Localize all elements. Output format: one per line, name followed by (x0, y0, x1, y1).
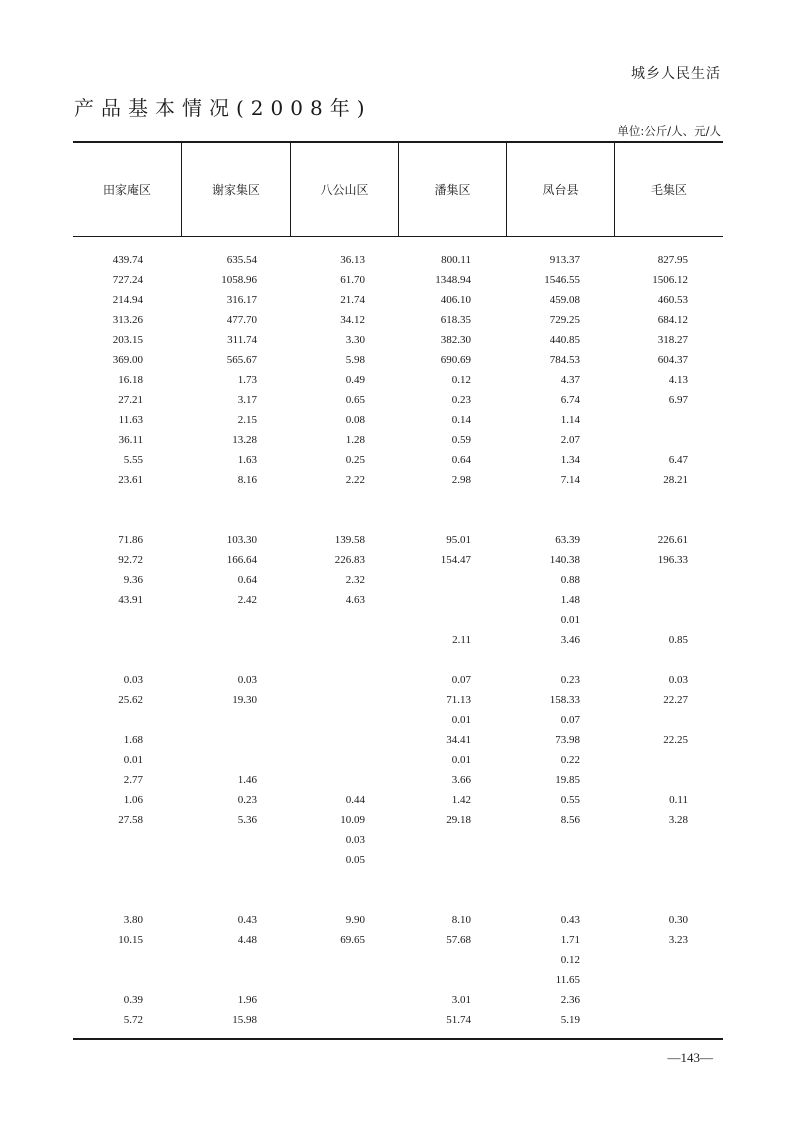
table-cell: 618.35 (440, 314, 471, 326)
table-cell: 43.91 (118, 594, 143, 606)
table-row (0, 750, 793, 770)
table-cell: 57.68 (446, 934, 471, 946)
table-cell: 0.12 (451, 374, 471, 386)
table-cell: 0.43 (560, 914, 580, 926)
table-row (0, 510, 793, 530)
table-cell: 21.74 (340, 294, 365, 306)
table-row (0, 810, 793, 830)
table-cell: 1.48 (560, 594, 580, 606)
table-row (0, 710, 793, 730)
table-row (0, 390, 793, 410)
table-cell: 2.77 (123, 774, 143, 786)
table-cell: 69.65 (340, 934, 365, 946)
table-row (0, 250, 793, 270)
table-row (0, 590, 793, 610)
table-cell: 10.15 (118, 934, 143, 946)
table-row (0, 1010, 793, 1030)
page-number: —143— (667, 1050, 713, 1065)
table-cell: 9.90 (345, 914, 365, 926)
table-cell: 439.74 (112, 254, 143, 266)
table-row (0, 930, 793, 950)
unit-label: 单位:公斤/人、元/人 (617, 124, 721, 138)
table-cell: 6.74 (560, 394, 580, 406)
table-cell: 140.38 (549, 554, 580, 566)
table-cell: 4.48 (237, 934, 257, 946)
table-cell: 4.13 (668, 374, 688, 386)
table-cell: 784.53 (549, 354, 580, 366)
table-cell: 1506.12 (652, 274, 688, 286)
table-cell: 0.85 (668, 634, 688, 646)
table-row (0, 950, 793, 970)
table-cell: 0.01 (123, 754, 143, 766)
table-cell: 1.96 (237, 994, 257, 1006)
table-cell: 0.55 (560, 794, 580, 806)
table-row (0, 570, 793, 590)
table-row (0, 870, 793, 890)
table-row (0, 790, 793, 810)
table-cell: 0.01 (451, 714, 471, 726)
table-cell: 2.36 (560, 994, 580, 1006)
table-cell: 440.85 (549, 334, 580, 346)
table-cell: 0.49 (345, 374, 365, 386)
table-cell: 0.03 (237, 674, 257, 686)
table-row (0, 730, 793, 750)
table-cell: 3.17 (237, 394, 257, 406)
table-cell: 203.15 (112, 334, 143, 346)
table-cell: 1546.55 (544, 274, 580, 286)
table-cell: 1.34 (560, 454, 580, 466)
table-cell: 1.71 (560, 934, 580, 946)
table-cell: 2.15 (237, 414, 257, 426)
table-cell: 11.63 (118, 414, 143, 426)
table-row (0, 670, 793, 690)
table-cell: 727.24 (112, 274, 143, 286)
table-cell: 0.12 (560, 954, 580, 966)
table-row (0, 430, 793, 450)
table-cell: 8.10 (451, 914, 471, 926)
table-cell: 1.14 (560, 414, 580, 426)
table-cell: 92.72 (118, 554, 143, 566)
table-cell: 19.85 (555, 774, 580, 786)
column-header-xiejiaji: 谢家集区 (211, 182, 260, 197)
table-cell: 0.25 (345, 454, 365, 466)
table-cell: 0.39 (123, 994, 143, 1006)
table-cell: 13.28 (232, 434, 257, 446)
table-row (0, 890, 793, 910)
table-cell: 3.30 (345, 334, 365, 346)
table-cell: 1.28 (345, 434, 365, 446)
table-cell: 3.01 (451, 994, 471, 1006)
table-cell: 1348.94 (435, 274, 471, 286)
table-bottom-rule (73, 1038, 723, 1040)
table-cell: 139.58 (334, 534, 365, 546)
table-cell: 3.46 (560, 634, 580, 646)
table-cell: 103.30 (226, 534, 257, 546)
table-cell: 2.11 (452, 634, 471, 646)
table-cell: 5.19 (560, 1014, 580, 1026)
table-cell: 477.70 (226, 314, 257, 326)
table-row (0, 910, 793, 930)
table-cell: 827.95 (657, 254, 688, 266)
table-cell: 684.12 (657, 314, 688, 326)
table-row (0, 350, 793, 370)
table-cell: 11.65 (555, 974, 580, 986)
table-cell: 565.67 (226, 354, 257, 366)
table-cell: 4.63 (345, 594, 365, 606)
table-cell: 1.42 (451, 794, 471, 806)
table-cell: 369.00 (112, 354, 143, 366)
table-cell: 51.74 (446, 1014, 471, 1026)
table-cell: 0.03 (345, 834, 365, 846)
table-cell: 196.33 (657, 554, 688, 566)
table-cell: 8.56 (560, 814, 580, 826)
table-cell: 2.32 (345, 574, 365, 586)
table-cell: 29.18 (446, 814, 471, 826)
table-cell: 22.27 (663, 694, 688, 706)
table-cell: 27.58 (118, 814, 143, 826)
table-cell: 0.59 (451, 434, 471, 446)
table-cell: 0.07 (451, 674, 471, 686)
table-row (0, 530, 793, 550)
table-row (0, 470, 793, 490)
table-cell: 19.30 (232, 694, 257, 706)
table-cell: 0.65 (345, 394, 365, 406)
table-cell: 0.08 (345, 414, 365, 426)
table-cell: 0.01 (451, 754, 471, 766)
column-header-panji: 潘集区 (434, 182, 471, 197)
table-row (0, 850, 793, 870)
table-cell: 8.16 (237, 474, 257, 486)
table-cell: 690.69 (440, 354, 471, 366)
table-cell: 95.01 (446, 534, 471, 546)
table-cell: 2.22 (345, 474, 365, 486)
table-cell: 22.25 (663, 734, 688, 746)
table-row (0, 490, 793, 510)
table-cell: 36.13 (340, 254, 365, 266)
column-header-fengtai: 凤台县 (542, 182, 579, 197)
table-row (0, 450, 793, 470)
table-row (0, 970, 793, 990)
table-cell: 61.70 (340, 274, 365, 286)
table-cell: 6.47 (668, 454, 688, 466)
table-cell: 226.83 (334, 554, 365, 566)
table-cell: 0.23 (560, 674, 580, 686)
table-cell: 1.46 (237, 774, 257, 786)
table-cell: 0.01 (560, 614, 580, 626)
table-cell: 0.23 (237, 794, 257, 806)
table-row (0, 370, 793, 390)
table-cell: 73.98 (555, 734, 580, 746)
table-cell: 6.97 (668, 394, 688, 406)
table-cell: 604.37 (657, 354, 688, 366)
table-row (0, 550, 793, 570)
table-cell: 913.37 (549, 254, 580, 266)
table-cell: 3.66 (451, 774, 471, 786)
table-cell: 4.37 (560, 374, 580, 386)
table-cell: 15.98 (232, 1014, 257, 1026)
table-cell: 214.94 (112, 294, 143, 306)
column-header-maoji: 毛集区 (650, 182, 687, 197)
table-cell: 5.36 (237, 814, 257, 826)
table-cell: 27.21 (118, 394, 143, 406)
table-cell: 0.64 (237, 574, 257, 586)
table-cell: 316.17 (226, 294, 257, 306)
table-cell: 313.26 (112, 314, 143, 326)
table-cell: 0.44 (345, 794, 365, 806)
table-row (0, 290, 793, 310)
table-cell: 0.03 (123, 674, 143, 686)
table-cell: 1.06 (123, 794, 143, 806)
table-cell: 1.73 (237, 374, 257, 386)
table-cell: 3.23 (668, 934, 688, 946)
table-cell: 800.11 (441, 254, 471, 266)
table-cell: 158.33 (549, 694, 580, 706)
table-cell: 406.10 (440, 294, 471, 306)
table-row (0, 630, 793, 650)
table-cell: 16.18 (118, 374, 143, 386)
table-cell: 0.05 (345, 854, 365, 866)
table-cell: 1.68 (123, 734, 143, 746)
table-cell: 9.36 (123, 574, 143, 586)
table-cell: 166.64 (226, 554, 257, 566)
table-cell: 63.39 (555, 534, 580, 546)
page-title: 产品基本情况(2008年) (74, 96, 372, 120)
table-cell: 0.07 (560, 714, 580, 726)
table-cell: 318.27 (657, 334, 688, 346)
table-cell: 0.22 (560, 754, 580, 766)
table-cell: 5.98 (345, 354, 365, 366)
table-cell: 635.54 (226, 254, 257, 266)
table-cell: 7.14 (560, 474, 580, 486)
table-cell: 154.47 (440, 554, 471, 566)
table-cell: 3.28 (668, 814, 688, 826)
table-cell: 5.72 (123, 1014, 143, 1026)
table-row (0, 610, 793, 630)
table-cell: 311.74 (227, 334, 257, 346)
table-cell: 729.25 (549, 314, 580, 326)
table-row (0, 410, 793, 430)
table-cell: 0.30 (668, 914, 688, 926)
table-row (0, 690, 793, 710)
table-cell: 0.43 (237, 914, 257, 926)
table-cell: 34.41 (446, 734, 471, 746)
table-row (0, 770, 793, 790)
table-cell: 2.07 (560, 434, 580, 446)
table-cell: 382.30 (440, 334, 471, 346)
table-cell: 0.23 (451, 394, 471, 406)
table-cell: 459.08 (549, 294, 580, 306)
table-cell: 5.55 (123, 454, 143, 466)
table-cell: 2.42 (237, 594, 257, 606)
table-cell: 0.64 (451, 454, 471, 466)
running-head: 城乡人民生活 (631, 66, 721, 82)
table-cell: 0.11 (669, 794, 688, 806)
table-cell: 1.63 (237, 454, 257, 466)
table-cell: 3.80 (123, 914, 143, 926)
column-header-bagongshan: 八公山区 (320, 182, 369, 197)
table-cell: 0.14 (451, 414, 471, 426)
table-cell: 0.88 (560, 574, 580, 586)
table-cell: 226.61 (657, 534, 688, 546)
table-row (0, 650, 793, 670)
table-cell: 71.13 (446, 694, 471, 706)
table-row (0, 990, 793, 1010)
table-row (0, 830, 793, 850)
table-cell: 25.62 (118, 694, 143, 706)
table-cell: 36.11 (118, 434, 143, 446)
column-header-tianjiaan: 田家庵区 (102, 182, 151, 197)
table-cell: 28.21 (663, 474, 688, 486)
table-cell: 10.09 (340, 814, 365, 826)
table-row (0, 270, 793, 290)
table-cell: 2.98 (451, 474, 471, 486)
table-cell: 71.86 (118, 534, 143, 546)
table-cell: 0.03 (668, 674, 688, 686)
table-cell: 460.53 (657, 294, 688, 306)
table-row (0, 310, 793, 330)
table-cell: 34.12 (340, 314, 365, 326)
table-cell: 1058.96 (221, 274, 257, 286)
table-header-rule (73, 236, 723, 237)
table-cell: 23.61 (118, 474, 143, 486)
table-row (0, 330, 793, 350)
